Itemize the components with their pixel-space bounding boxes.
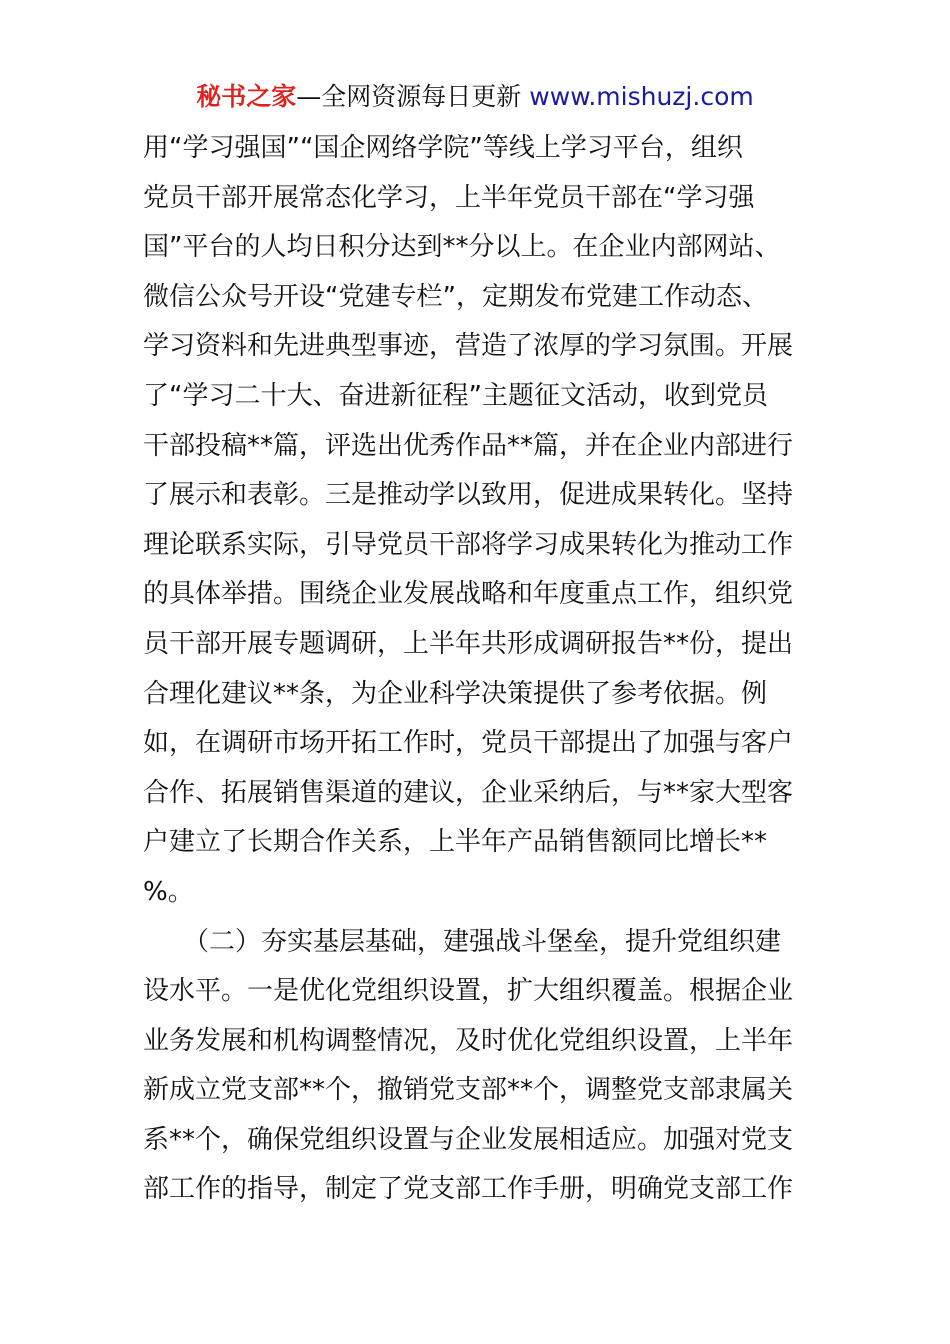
text-line: 学习资料和先进典型事迹，营造了浓厚的学习氛围。开展 <box>143 331 794 362</box>
text-line: 员干部开展专题调研，上半年共形成调研报告**份，提出 <box>143 628 794 659</box>
text-line: 用“学习强国”“国企网络学院”等线上学习平台，组织 <box>143 133 743 163</box>
text-line: 党员干部开展常态化学习，上半年党员干部在“学习强 <box>143 182 755 213</box>
text-line: %。 <box>143 876 194 907</box>
text-line: 了“学习二十大、奋进新征程”主题征文活动，收到党员 <box>143 380 768 411</box>
text-line: 国”平台的人均日积分达到**分以上。在企业内部网站、 <box>143 232 781 263</box>
text-line: 系**个，确保党组织设置与企业发展相适应。加强对党支 <box>143 1124 794 1155</box>
text-line: 设水平。一是优化党组织设置，扩大组织覆盖。根据企业 <box>143 976 794 1007</box>
text-line: 合作、拓展销售渠道的建议，企业采纳后，与**家大型客 <box>143 777 794 808</box>
text-line: 如，在调研市场开拓工作时，党员干部提出了加强与客户 <box>143 728 794 759</box>
website-link[interactable]: www.mishuzj.com <box>529 82 754 111</box>
text-line: 业务发展和机构调整情况，及时优化党组织设置，上半年 <box>143 1025 794 1056</box>
brand-name: 秘书之家 <box>196 82 297 111</box>
text-line: 微信公众号开设“党建专栏”，定期发布党建工作动态、 <box>143 281 768 312</box>
text-line: 干部投稿**篇，评选出优秀作品**篇，并在企业内部进行 <box>143 430 794 461</box>
section-heading-line: （二）夯实基层基础，建强战斗堡垒，提升党组织建 <box>183 926 782 957</box>
text-line: 户建立了长期合作关系，上半年产品销售额同比增长** <box>143 827 768 858</box>
header-tagline: —全网资源每日更新 <box>296 82 522 111</box>
text-line: 理论联系实际，引导党员干部将学习成果转化为推动工作 <box>143 529 794 560</box>
page-header <box>0 80 950 114</box>
text-line: 合理化建议**条，为企业科学决策提供了参考依据。例 <box>143 678 768 709</box>
text-line: 部工作的指导，制定了党支部工作手册，明确党支部工作 <box>143 1174 794 1205</box>
text-line: 新成立党支部**个，撤销党支部**个，调整党支部隶属关 <box>143 1075 794 1106</box>
text-line: 的具体举措。围绕企业发展战略和年度重点工作，组织党 <box>143 579 794 610</box>
text-line: 了展示和表彰。三是推动学以致用，促进成果转化。坚持 <box>143 480 794 511</box>
document-body <box>143 124 813 1215</box>
